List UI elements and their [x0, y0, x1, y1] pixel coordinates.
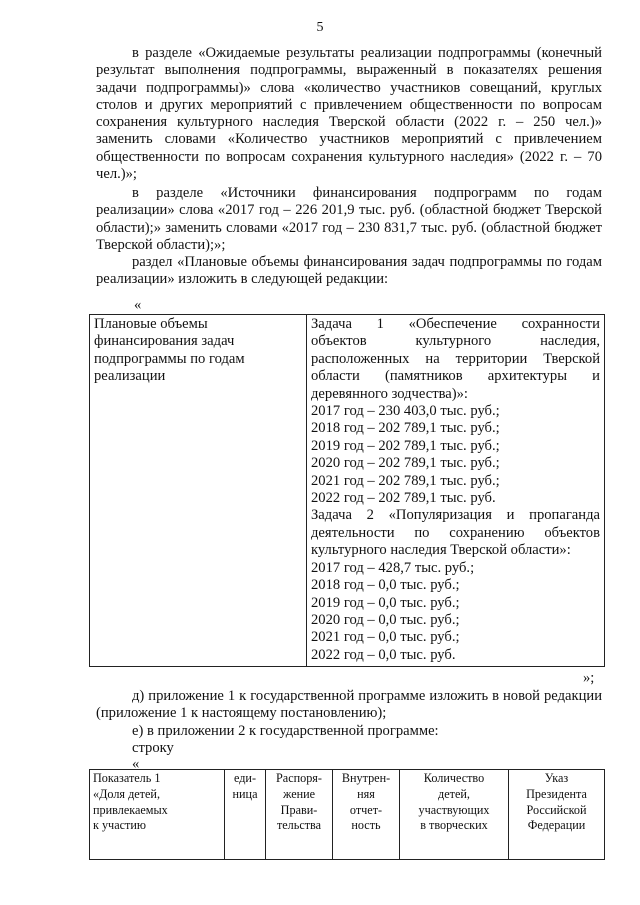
paragraph-funding-sources: в разделе «Источники финансирования подпрограмм по годам реализации» слова «2017 год – 226 201,9 тыс. руб. (областной бюджет Тверской области);» заменить словами «2017 год – 230 831,7 тыс. руб. (областной бюджет Тверской области);»;	[96, 185, 602, 253]
task1-year-line: 2022 год – 202 789,1 тыс. руб.	[311, 490, 496, 507]
method-cell	[400, 770, 509, 860]
cell-line: тельства	[276, 818, 322, 833]
reporting-cell	[333, 770, 400, 860]
source-cell	[509, 770, 605, 860]
task2-year-line: 2020 год – 0,0 тыс. руб.;	[311, 611, 460, 628]
cell-line: Внутрен-	[341, 771, 391, 785]
cell-line: Количество	[423, 771, 485, 785]
cell-line: Показатель 1	[93, 771, 161, 785]
cell-line: няя	[357, 786, 375, 801]
finance-values-cell	[307, 315, 605, 667]
cell-line: ница	[232, 786, 258, 801]
finance-label-cell	[90, 315, 307, 667]
finance-label-line: реализации	[94, 368, 166, 385]
cell-line: Указ	[544, 771, 569, 785]
paragraph-planned-volumes: раздел «Плановые объемы финансирования задач подпрограммы по годам реализации» изложить в следующей редакции:	[96, 254, 602, 288]
task2-year-line: 2018 год – 0,0 тыс. руб.;	[311, 577, 460, 594]
paragraph-expected-results: в разделе «Ожидаемые результаты реализации подпрограммы (конечный результат выполнения подпрограммы, выраженный в показателях решения задачи подпрограммы)» слова «количество участников совещаний, круглых столов и других мероприятий с привлечением общественности по вопросам сохранения культурного наследия Тверской области (2022 г. – 250 чел.)» заменить словами «Количество участников мероприятий с привлечением общественности по вопросам сохранения культурного наследия» (2022 г. – 70 чел.)»;	[96, 45, 602, 183]
paragraph-appendix-1: д) приложение 1 к государственной программе изложить в новой редакции (приложение 1 к настоящему постановлению);	[96, 688, 602, 722]
task1-year-line: 2021 год – 202 789,1 тыс. руб.;	[311, 472, 500, 489]
finance-table	[89, 314, 605, 667]
task1-year-line: 2018 год – 202 789,1 тыс. руб.;	[311, 420, 500, 437]
cell-line: еди-	[233, 771, 257, 785]
cell-line: к участию	[93, 818, 146, 833]
cell-line: Президента	[526, 786, 587, 801]
task2-heading-line: Задача 2 «Популяризация и пропаганда	[311, 507, 600, 524]
cell-line: в творческих	[420, 818, 488, 833]
task1-year-line: 2019 год – 202 789,1 тыс. руб.;	[311, 437, 500, 454]
task1-heading-line: области (памятников архитектуры и	[311, 368, 600, 385]
indicator-name-cell	[90, 770, 225, 860]
opening-quote-2: «	[132, 756, 140, 772]
finance-label-line: Плановые объемы	[94, 316, 208, 332]
finance-label-line: финансирования задач	[94, 333, 235, 350]
task1-heading-line: расположенных на территории Тверской	[311, 350, 600, 367]
cell-line: Распоря-	[276, 771, 322, 785]
task2-year-line: 2019 год – 0,0 тыс. руб.;	[311, 594, 460, 611]
cell-line: детей,	[438, 786, 470, 801]
decree-cell	[266, 770, 333, 860]
page-number: 5	[316, 20, 324, 35]
cell-line: ность	[351, 818, 381, 833]
table-row	[90, 770, 605, 860]
cell-line: привлекаемых	[93, 802, 168, 817]
task1-year-line: 2017 год – 230 403,0 тыс. руб.;	[311, 403, 500, 420]
finance-label-line: подпрограммы по годам	[94, 350, 245, 367]
task1-heading-line: деревянного зодчества)»:	[311, 385, 468, 402]
unit-cell	[225, 770, 266, 860]
task1-heading-line: Задача 1 «Обеспечение сохранности	[311, 316, 600, 332]
task2-heading-line: деятельности по сохранению объектов	[311, 524, 600, 541]
paragraph-row-label: строку	[132, 740, 174, 756]
closing-quote: »;	[583, 670, 595, 686]
task2-heading-line: культурного наследия Тверской области»:	[311, 542, 571, 559]
indicator-table	[89, 769, 605, 860]
cell-line: «Доля детей,	[93, 786, 160, 801]
task2-year-line: 2017 год – 428,7 тыс. руб.;	[311, 559, 475, 576]
cell-line: Федерации	[527, 818, 586, 833]
paragraph-appendix-2: е) в приложении 2 к государственной программе:	[132, 723, 439, 739]
cell-line: жение	[282, 786, 316, 801]
task2-year-line: 2021 год – 0,0 тыс. руб.;	[311, 629, 460, 646]
cell-line: участвующих	[418, 802, 490, 817]
cell-line: Прави-	[280, 802, 318, 817]
task1-year-line: 2020 год – 202 789,1 тыс. руб.;	[311, 455, 500, 472]
cell-line: отчет-	[349, 802, 383, 817]
opening-quote: «	[134, 297, 142, 313]
cell-line: Российской	[526, 802, 587, 817]
task2-year-line: 2022 год – 0,0 тыс. руб.	[311, 646, 456, 663]
task1-heading-line: объектов культурного наследия,	[311, 333, 600, 350]
